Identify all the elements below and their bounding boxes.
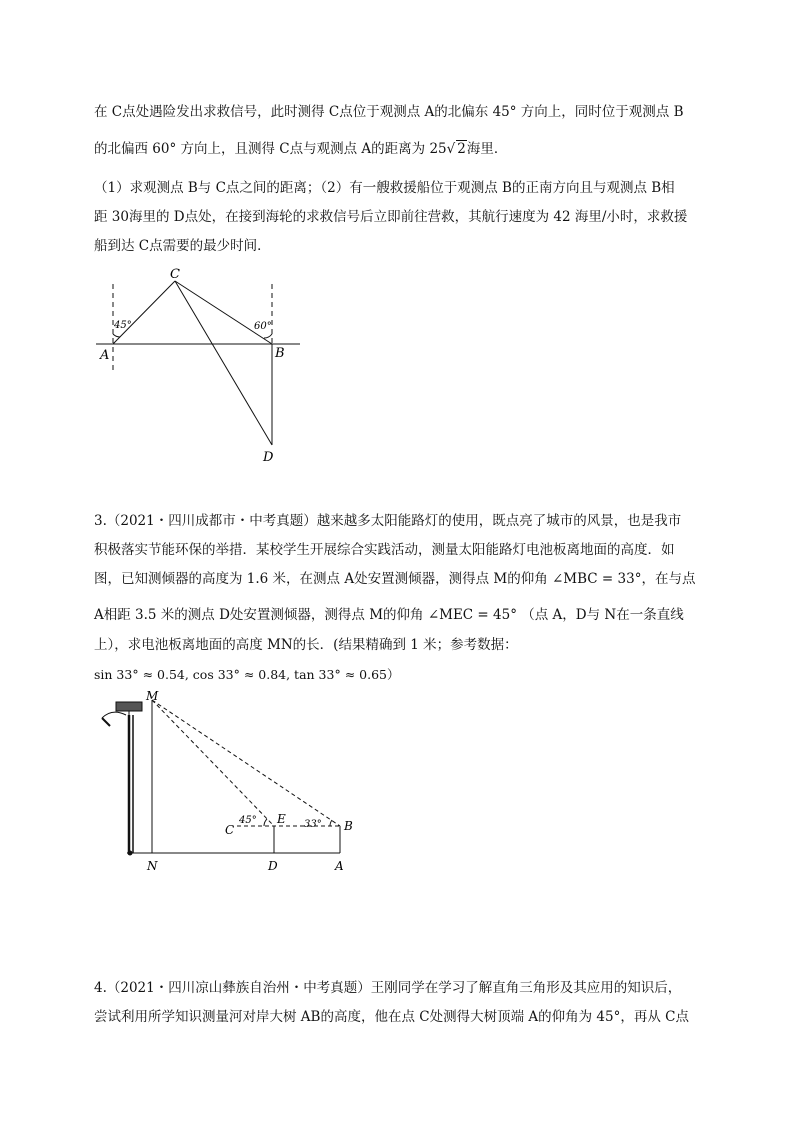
label-m: M <box>146 689 159 703</box>
sqrt-symbol: √ 2 <box>446 141 466 157</box>
angle-arc-b <box>264 334 272 338</box>
angle-label-b: 60° <box>254 321 272 332</box>
q3-line-4: A相距 3.5 米的测点 D处安置测倾器，测得点 M的仰角 ∠MEC = 45° （点 A，D与 N在一条直线 <box>94 607 684 623</box>
q4-line-1: 4.（2021・四川凉山彝族自治州・中考真题）王刚同学在学习了解直角三角形及其应用的知识后， <box>94 980 682 996</box>
label-b: B <box>344 819 353 833</box>
q3-line-2: 积极落实节能环保的举措．某校学生开展综合实践活动，测量太阳能路灯电池板离地面的高度．如 <box>94 542 675 558</box>
label-a: A <box>100 348 110 363</box>
q2-line-2a: 的北偏西 60° 方向上，且测得 C点与观测点 A的距离为 25 <box>94 141 447 157</box>
sightline-mb <box>152 700 340 826</box>
sqrt-radicand: 2 <box>457 141 466 157</box>
segment-ac <box>113 281 175 344</box>
q2-line-2 <box>94 137 507 157</box>
q2-figure <box>90 262 310 467</box>
angle-label-e: 45° <box>239 815 257 826</box>
lamp-head-icon <box>102 718 110 726</box>
angle-arc-e <box>264 819 267 826</box>
angle-arc-b <box>330 820 332 826</box>
label-n: N <box>147 859 158 873</box>
q2-sub-3: 船到达 C点需要的最少时间． <box>94 238 271 254</box>
q3-line-5: 上），求电池板离地面的高度 MN的长．(结果精确到 1 米；参考数据： <box>94 637 518 653</box>
q2-line-1: 在 C点处遇险发出求救信号，此时测得 C点位于观测点 A的北偏东 45° 方向上，同时位于观测点 B <box>94 104 684 120</box>
q2-line-2b: 海里． <box>466 141 508 157</box>
label-e: E <box>277 812 286 826</box>
q3-line-6: sin 33° ≈ 0.54, cos 33° ≈ 0.84, tan 33° ≈ 0.65） <box>94 667 400 682</box>
pole-base-icon <box>128 851 133 856</box>
segment-bc <box>175 281 272 344</box>
angle-label-b: 33° <box>304 819 322 830</box>
label-d: D <box>268 859 278 873</box>
label-c: C <box>225 823 235 837</box>
angle-label-a: 45° <box>114 320 132 331</box>
solar-panel-icon <box>116 702 142 711</box>
lamp-arm-icon <box>102 712 126 718</box>
segment-cd <box>175 281 272 445</box>
q2-sub-1: （1）求观测点 B与 C点之间的距离；（2）有一艘救援船位于观测点 B的正南方向且与观测点 B相 <box>94 180 675 196</box>
q3-line-3: 图，已知测倾器的高度为 1.6 米，在测点 A处安置测倾器，测得点 M的仰角 ∠MBC = 33°，在与点 <box>94 571 696 587</box>
sightline-me <box>152 700 274 826</box>
q2-sub-2: 距 30海里的 D点处，在接到海轮的求救信号后立即前往营救，其航行速度为 42 海里/小时，求救援 <box>94 209 688 225</box>
q3-line-1: 3.（2021・四川成都市・中考真题）越来越多太阳能路灯的使用，既点亮了城市的风景，也是我市 <box>94 513 682 529</box>
label-a: A <box>335 859 344 873</box>
angle-arc-a <box>113 334 120 337</box>
label-c: C <box>170 267 180 282</box>
q4-line-2: 尝试利用所学知识测量河对岸大树 AB的高度，他在点 C处测得大树顶端 A的仰角为 45°，再从 C点 <box>94 1009 689 1025</box>
q3-figure <box>92 688 362 878</box>
label-b: B <box>275 346 285 361</box>
label-d: D <box>263 450 274 465</box>
